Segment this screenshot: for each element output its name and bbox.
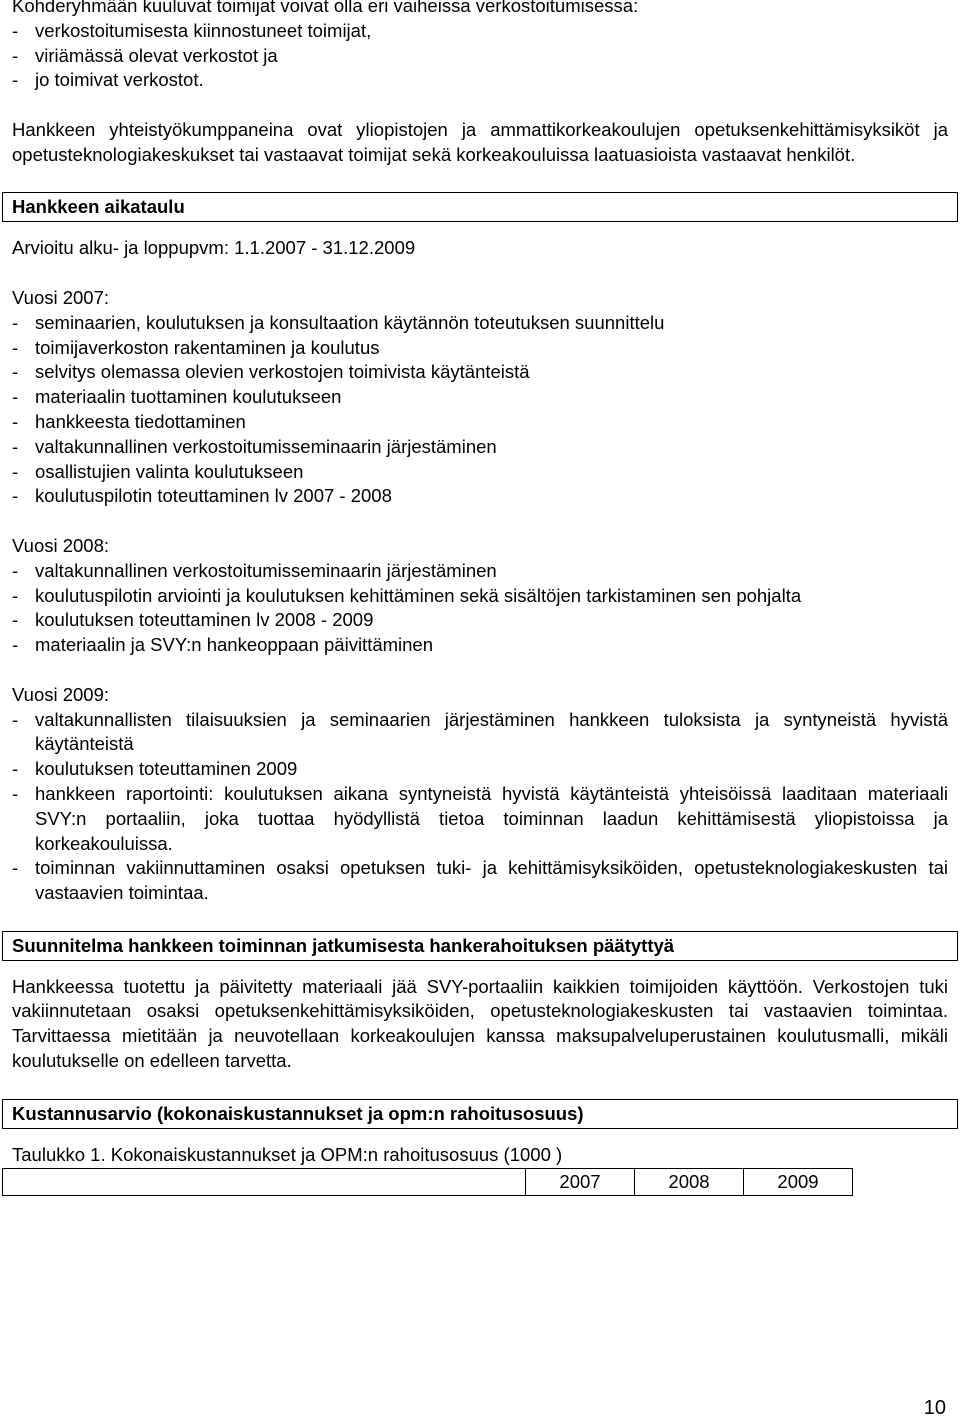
table-cell (3, 1169, 526, 1196)
schedule-dates: Arvioitu alku- ja loppupvm: 1.1.2007 - 31.12.2009 (12, 237, 416, 259)
schedule-heading: Hankkeen aikataulu (2, 192, 958, 222)
list-item: - valtakunnallinen verkostoitumisseminaarin järjestäminen (12, 559, 948, 584)
list-item: - koulutuksen toteuttaminen 2009 (12, 757, 948, 782)
list-item: - koulutuspilotin toteuttaminen lv 2007 - 2008 (12, 484, 948, 509)
list-item: - toiminnan vakiinnuttaminen osaksi opetuksen tuki- ja kehittämisyksiköiden, opetusteknologiakeskusten tai vastaavien toimintaa. (12, 856, 948, 906)
partners-paragraph: Hankkeen yhteistyökumppaneina ovat yliopistojen ja ammattikorkeakoulujen opetuksenkehittämisyksiköt ja opetusteknologiakeskukset tai vastaavat toimijat sekä korkeakouluissa laatuasioista vastaavat henkilöt. (12, 118, 948, 165)
list-item: - koulutuksen toteuttaminen lv 2008 - 2009 (12, 608, 948, 633)
list-item: - materiaalin ja SVY:n hankeoppaan päivittäminen (12, 633, 948, 658)
table-header-2008: 2008 (635, 1169, 744, 1196)
costs-heading: Kustannusarvio (kokonaiskustannukset ja opm:n rahoitusosuus) (2, 1099, 958, 1129)
list-item: - hankkeesta tiedottaminen (12, 410, 948, 435)
year-2009-list (12, 708, 948, 906)
year-label: Vuosi 2008: (12, 534, 110, 556)
list-item: - valtakunnallisten tilaisuuksien ja seminaarien järjestäminen hankkeen tuloksista ja syntyneistä hyvistä käytänteistä (12, 708, 948, 758)
year-2008-list (12, 559, 948, 658)
intro-lead: Kohderyhmään kuuluvat toimijat voivat olla eri vaiheissa verkostoitumisessa: (12, 0, 639, 16)
list-item: - selvitys olemassa olevien verkostojen toimivista käytänteistä (12, 360, 948, 385)
list-item: - verkostoitumisesta kiinnostuneet toimijat, (12, 19, 948, 44)
list-item: - jo toimivat verkostot. (12, 68, 948, 93)
list-item: - hankkeen raportointi: koulutuksen aikana syntyneistä hyvistä käytänteistä yhteisöissä laaditaan materiaali SVY:n portaaliin, joka tuottaa hyödyllistä tietoa toiminnan laadun kehittämisestä yliopistoissa ja korkeakouluissa. (12, 782, 948, 856)
table-header-2007: 2007 (526, 1169, 635, 1196)
list-item: - viriämässä olevat verkostot ja (12, 44, 948, 69)
target-group-list (12, 19, 948, 93)
list-item: - materiaalin tuottaminen koulutukseen (12, 385, 948, 410)
page-number: 10 (923, 1397, 946, 1420)
year-label: Vuosi 2007: (12, 286, 110, 308)
continuation-heading: Suunnitelma hankkeen toiminnan jatkumisesta hankerahoituksen päätyttyä (2, 931, 958, 961)
list-item: - osallistujien valinta koulutukseen (12, 460, 948, 485)
cost-table (2, 1168, 853, 1196)
year-2007-list (12, 311, 948, 509)
list-item: - toimijaverkoston rakentaminen ja koulutus (12, 336, 948, 361)
list-item: - seminaarien, koulutuksen ja konsultaation käytännön toteutuksen suunnittelu (12, 311, 948, 336)
table-header-2009: 2009 (744, 1169, 853, 1196)
year-label: Vuosi 2009: (12, 683, 110, 705)
list-item: - koulutuspilotin arviointi ja koulutuksen kehittäminen sekä sisältöjen tarkistaminen sen pohjalta (12, 584, 948, 609)
continuation-paragraph: Hankkeessa tuotettu ja päivitetty materiaali jää SVY-portaaliin kaikkien toimijoiden käyttöön. Verkostojen tuki vakiinnutetaan osaksi opetuksenkehittämisyksiköiden, opetusteknologiakeskusten tai vastaavien toimintaa. Tarvittaessa mietitään ja neuvotellaan korkeakoulujen kanssa maksupalveluperustainen koulutusmalli, mikäli koulutukselle on edelleen tarvetta. (12, 975, 948, 1072)
document-page (12, 0, 948, 1196)
table-caption: Taulukko 1. Kokonaiskustannukset ja OPM:n rahoitusosuus (1000 ) (12, 1143, 563, 1165)
table-row (3, 1169, 853, 1196)
list-item: - valtakunnallinen verkostoitumisseminaarin järjestäminen (12, 435, 948, 460)
